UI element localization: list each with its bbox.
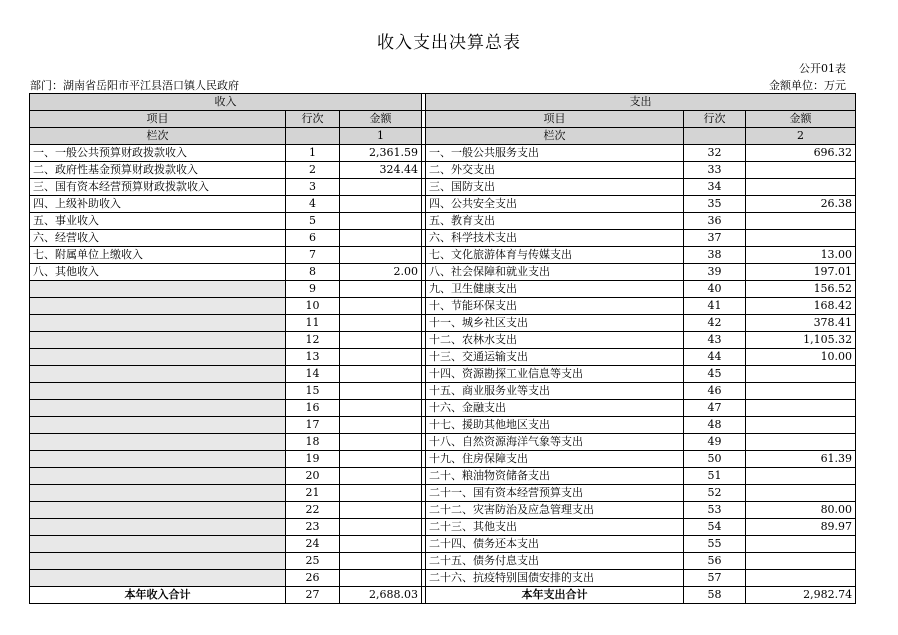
expense-amount-cell xyxy=(746,434,856,451)
income-line-cell: 10 xyxy=(286,298,340,315)
expense-amount-cell: 10.00 xyxy=(746,349,856,366)
income-item-cell xyxy=(30,451,286,468)
expense-line-cell: 41 xyxy=(684,298,746,315)
expense-total-label: 本年支出合计 xyxy=(426,587,684,604)
income-item-cell: 七、附属单位上缴收入 xyxy=(30,247,286,264)
expense-line-cell: 42 xyxy=(684,315,746,332)
income-line-cell: 7 xyxy=(286,247,340,264)
expense-amount-cell xyxy=(746,553,856,570)
income-line-cell: 16 xyxy=(286,400,340,417)
income-amount-cell xyxy=(340,400,422,417)
expense-line-cell: 57 xyxy=(684,570,746,587)
expense-section-header: 支出 xyxy=(426,94,856,111)
income-amount-cell xyxy=(340,179,422,196)
expense-amount-cell: 168.42 xyxy=(746,298,856,315)
department-label: 部门：湖南省岳阳市平江县浯口镇人民政府 xyxy=(30,79,239,92)
expense-item-cell: 二十三、其他支出 xyxy=(426,519,684,536)
expense-amount-cell xyxy=(746,570,856,587)
income-total-label: 本年收入合计 xyxy=(30,587,286,604)
expense-line-cell: 34 xyxy=(684,179,746,196)
expense-item-cell: 十四、资源勘探工业信息等支出 xyxy=(426,366,684,383)
expense-item-cell: 二十、粮油物资储备支出 xyxy=(426,468,684,485)
table-row xyxy=(30,349,856,366)
income-item-cell: 六、经营收入 xyxy=(30,230,286,247)
expense-amount-cell xyxy=(746,485,856,502)
expense-line-cell: 32 xyxy=(684,145,746,162)
expense-line-header: 行次 xyxy=(684,111,746,128)
expense-item-cell: 四、公共安全支出 xyxy=(426,196,684,213)
income-line-header: 行次 xyxy=(286,111,340,128)
expense-item-cell: 七、文化旅游体育与传媒支出 xyxy=(426,247,684,264)
table-row xyxy=(30,485,856,502)
income-item-cell xyxy=(30,553,286,570)
amount-unit-label: 金额单位：万元 xyxy=(769,79,846,92)
income-line-cell: 12 xyxy=(286,332,340,349)
income-item-cell: 四、上级补助收入 xyxy=(30,196,286,213)
income-line-cell: 14 xyxy=(286,366,340,383)
income-item-header: 项目 xyxy=(30,111,286,128)
expense-item-cell: 九、卫生健康支出 xyxy=(426,281,684,298)
expense-amount-cell xyxy=(746,536,856,553)
expense-item-cell: 二、外交支出 xyxy=(426,162,684,179)
income-line-cell: 13 xyxy=(286,349,340,366)
table-row xyxy=(30,451,856,468)
income-item-cell xyxy=(30,332,286,349)
table-row xyxy=(30,213,856,230)
total-row xyxy=(30,587,856,604)
income-amount-cell xyxy=(340,502,422,519)
expense-amount-cell xyxy=(746,162,856,179)
expense-line-cell: 53 xyxy=(684,502,746,519)
expense-item-cell: 二十一、国有资本经营预算支出 xyxy=(426,485,684,502)
table-row xyxy=(30,519,856,536)
income-item-cell xyxy=(30,519,286,536)
income-line-cell: 6 xyxy=(286,230,340,247)
income-item-cell xyxy=(30,298,286,315)
expense-line-cell: 49 xyxy=(684,434,746,451)
income-column-label: 栏次 xyxy=(30,128,286,145)
income-amount-cell xyxy=(340,519,422,536)
income-line-cell: 5 xyxy=(286,213,340,230)
expense-amount-cell: 26.38 xyxy=(746,196,856,213)
income-line-cell: 24 xyxy=(286,536,340,553)
expense-item-cell: 十三、交通运输支出 xyxy=(426,349,684,366)
expense-item-cell: 六、科学技术支出 xyxy=(426,230,684,247)
income-amount-cell xyxy=(340,417,422,434)
income-item-cell xyxy=(30,315,286,332)
expense-line-cell: 43 xyxy=(684,332,746,349)
table-row xyxy=(30,536,856,553)
income-amount-cell xyxy=(340,434,422,451)
income-amount-header: 金额 xyxy=(340,111,422,128)
income-amount-cell: 324.44 xyxy=(340,162,422,179)
income-item-cell: 三、国有资本经营预算财政拨款收入 xyxy=(30,179,286,196)
page-title: 收入支出决算总表 xyxy=(377,33,521,53)
table-row xyxy=(30,434,856,451)
income-item-cell xyxy=(30,536,286,553)
income-line-cell: 25 xyxy=(286,553,340,570)
expense-item-cell: 二十六、抗疫特别国债安排的支出 xyxy=(426,570,684,587)
income-amount-cell xyxy=(340,315,422,332)
expense-line-cell: 56 xyxy=(684,553,746,570)
table-row xyxy=(30,468,856,485)
expense-amount-cell: 1,105.32 xyxy=(746,332,856,349)
expense-line-blank xyxy=(684,128,746,145)
expense-item-cell: 十七、援助其他地区支出 xyxy=(426,417,684,434)
table-row xyxy=(30,145,856,162)
table-row xyxy=(30,553,856,570)
table-row xyxy=(30,247,856,264)
income-amount-cell xyxy=(340,570,422,587)
income-item-cell xyxy=(30,400,286,417)
income-total-amount: 2,688.03 xyxy=(340,587,422,604)
income-item-cell xyxy=(30,502,286,519)
income-line-cell: 23 xyxy=(286,519,340,536)
expense-line-cell: 52 xyxy=(684,485,746,502)
expense-line-cell: 54 xyxy=(684,519,746,536)
income-amount-cell xyxy=(340,298,422,315)
income-line-cell: 1 xyxy=(286,145,340,162)
expense-amount-cell xyxy=(746,400,856,417)
table-row xyxy=(30,332,856,349)
income-amount-cell xyxy=(340,451,422,468)
income-item-cell: 五、事业收入 xyxy=(30,213,286,230)
income-item-cell xyxy=(30,349,286,366)
expense-line-cell: 46 xyxy=(684,383,746,400)
expense-total-amount: 2,982.74 xyxy=(746,587,856,604)
table-row xyxy=(30,315,856,332)
expense-item-cell: 十九、住房保障支出 xyxy=(426,451,684,468)
expense-amount-cell xyxy=(746,179,856,196)
expense-line-cell: 47 xyxy=(684,400,746,417)
income-line-cell: 3 xyxy=(286,179,340,196)
table-row xyxy=(30,298,856,315)
income-amount-cell xyxy=(340,468,422,485)
expense-line-cell: 40 xyxy=(684,281,746,298)
income-item-cell xyxy=(30,468,286,485)
expense-line-cell: 35 xyxy=(684,196,746,213)
income-line-cell: 17 xyxy=(286,417,340,434)
expense-item-cell: 五、教育支出 xyxy=(426,213,684,230)
income-line-cell: 8 xyxy=(286,264,340,281)
expense-column-number: 2 xyxy=(746,128,856,145)
expense-amount-cell xyxy=(746,383,856,400)
income-amount-cell xyxy=(340,349,422,366)
income-column-number: 1 xyxy=(340,128,422,145)
expense-item-cell: 十一、城乡社区支出 xyxy=(426,315,684,332)
table-row xyxy=(30,366,856,383)
income-line-cell: 9 xyxy=(286,281,340,298)
column-number-row xyxy=(30,128,856,145)
table-row xyxy=(30,383,856,400)
expense-line-cell: 51 xyxy=(684,468,746,485)
income-line-cell: 22 xyxy=(286,502,340,519)
form-number: 公开01表 xyxy=(799,62,846,75)
income-line-cell: 21 xyxy=(286,485,340,502)
expense-item-cell: 八、社会保障和就业支出 xyxy=(426,264,684,281)
table-row xyxy=(30,264,856,281)
expense-item-cell: 十六、金融支出 xyxy=(426,400,684,417)
income-amount-cell xyxy=(340,553,422,570)
income-amount-cell xyxy=(340,213,422,230)
income-amount-cell xyxy=(340,536,422,553)
income-amount-cell: 2,361.59 xyxy=(340,145,422,162)
expense-item-cell: 十二、农林水支出 xyxy=(426,332,684,349)
income-item-cell xyxy=(30,485,286,502)
expense-amount-cell: 197.01 xyxy=(746,264,856,281)
income-item-cell xyxy=(30,281,286,298)
income-amount-cell xyxy=(340,247,422,264)
expense-amount-cell xyxy=(746,366,856,383)
expense-amount-cell: 378.41 xyxy=(746,315,856,332)
expense-line-cell: 37 xyxy=(684,230,746,247)
table-row xyxy=(30,162,856,179)
income-line-cell: 19 xyxy=(286,451,340,468)
income-line-cell: 20 xyxy=(286,468,340,485)
income-amount-cell xyxy=(340,230,422,247)
expense-item-cell: 十五、商业服务业等支出 xyxy=(426,383,684,400)
income-amount-cell xyxy=(340,366,422,383)
expense-total-line: 58 xyxy=(684,587,746,604)
table-row xyxy=(30,281,856,298)
expense-line-cell: 44 xyxy=(684,349,746,366)
expense-amount-cell: 696.32 xyxy=(746,145,856,162)
expense-line-cell: 55 xyxy=(684,536,746,553)
income-amount-cell xyxy=(340,332,422,349)
expense-item-cell: 二十五、债务付息支出 xyxy=(426,553,684,570)
income-total-line: 27 xyxy=(286,587,340,604)
expense-item-cell: 一、一般公共服务支出 xyxy=(426,145,684,162)
expense-amount-cell: 156.52 xyxy=(746,281,856,298)
expense-amount-cell xyxy=(746,417,856,434)
expense-item-header: 项目 xyxy=(426,111,684,128)
income-item-cell: 一、一般公共预算财政拨款收入 xyxy=(30,145,286,162)
income-line-cell: 11 xyxy=(286,315,340,332)
table-row xyxy=(30,196,856,213)
column-header-row xyxy=(30,111,856,128)
expense-line-cell: 33 xyxy=(684,162,746,179)
expense-line-cell: 45 xyxy=(684,366,746,383)
expense-amount-cell xyxy=(746,213,856,230)
expense-amount-cell: 61.39 xyxy=(746,451,856,468)
income-line-cell: 26 xyxy=(286,570,340,587)
expense-line-cell: 50 xyxy=(684,451,746,468)
income-section-header: 收入 xyxy=(30,94,422,111)
table-row xyxy=(30,502,856,519)
expense-line-cell: 38 xyxy=(684,247,746,264)
expense-item-cell: 三、国防支出 xyxy=(426,179,684,196)
income-item-cell xyxy=(30,434,286,451)
income-amount-cell xyxy=(340,383,422,400)
table-row xyxy=(30,417,856,434)
expense-item-cell: 十、节能环保支出 xyxy=(426,298,684,315)
income-line-cell: 15 xyxy=(286,383,340,400)
expense-item-cell: 二十四、债务还本支出 xyxy=(426,536,684,553)
expense-line-cell: 39 xyxy=(684,264,746,281)
table-row xyxy=(30,570,856,587)
expense-amount-cell xyxy=(746,468,856,485)
income-item-cell xyxy=(30,383,286,400)
expense-amount-header: 金额 xyxy=(746,111,856,128)
income-amount-cell xyxy=(340,485,422,502)
income-expense-table xyxy=(29,93,856,604)
expense-amount-cell: 80.00 xyxy=(746,502,856,519)
expense-amount-cell xyxy=(746,230,856,247)
expense-amount-cell: 89.97 xyxy=(746,519,856,536)
income-amount-cell: 2.00 xyxy=(340,264,422,281)
income-item-cell xyxy=(30,417,286,434)
expense-column-label: 栏次 xyxy=(426,128,684,145)
table-row xyxy=(30,230,856,247)
income-line-cell: 18 xyxy=(286,434,340,451)
table-row xyxy=(30,400,856,417)
section-header-row xyxy=(30,94,856,111)
expense-item-cell: 十八、自然资源海洋气象等支出 xyxy=(426,434,684,451)
income-amount-cell xyxy=(340,281,422,298)
income-line-cell: 4 xyxy=(286,196,340,213)
expense-line-cell: 48 xyxy=(684,417,746,434)
expense-line-cell: 36 xyxy=(684,213,746,230)
income-item-cell xyxy=(30,366,286,383)
income-amount-cell xyxy=(340,196,422,213)
income-line-cell: 2 xyxy=(286,162,340,179)
expense-amount-cell: 13.00 xyxy=(746,247,856,264)
income-item-cell: 二、政府性基金预算财政拨款收入 xyxy=(30,162,286,179)
expense-item-cell: 二十二、灾害防治及应急管理支出 xyxy=(426,502,684,519)
income-item-cell: 八、其他收入 xyxy=(30,264,286,281)
income-line-blank xyxy=(286,128,340,145)
income-item-cell xyxy=(30,570,286,587)
table-row xyxy=(30,179,856,196)
